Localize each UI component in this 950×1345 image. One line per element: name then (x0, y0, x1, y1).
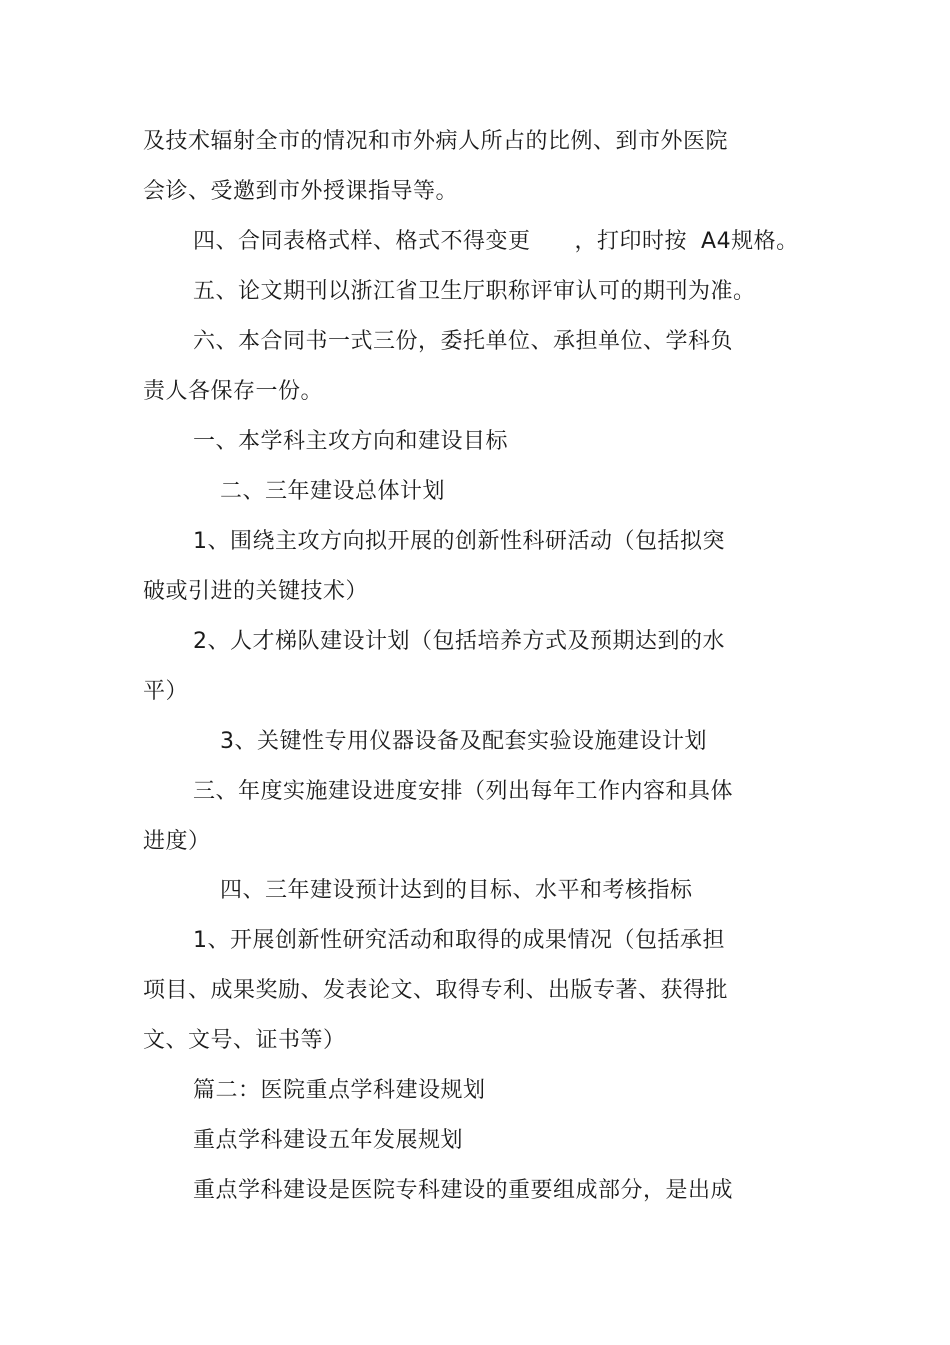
text-line-3-part-2: ，打印时按 (574, 229, 688, 254)
text-line-4: 五、论文期刊以浙江省卫生厅职称评审认可的期刊为准。 (193, 279, 756, 304)
text-line-13: 3、关键性专用仪器设备及配套实验设施建设计划 (220, 729, 707, 754)
text-line-17: 1、开展创新性研究活动和取得的成果情况（包括承担 (193, 928, 725, 953)
text-line-16: 四、三年建设预计达到的目标、水平和考核指标 (220, 878, 693, 903)
text-line-15: 进度） (143, 829, 211, 854)
text-line-3-part-3: 规格。 (731, 229, 799, 254)
text-line-12: 平） (143, 679, 189, 704)
text-line-21: 重点学科建设五年发展规划 (193, 1128, 464, 1153)
text-line-11: 2、人才梯队建设计划（包括培养方式及预期达到的水 (193, 629, 725, 654)
text-line-3-part-1: 四、合同表格式样、格式不得变更 (193, 229, 531, 254)
text-line-8: 二、三年建设总体计划 (220, 479, 446, 504)
text-line-7: 一、本学科主攻方向和建设目标 (193, 429, 509, 454)
text-line-19: 文、文号、证书等） (143, 1028, 346, 1053)
text-line-2: 会诊、受邀到市外授课指导等。 (143, 179, 459, 204)
text-line-22: 重点学科建设是医院专科建设的重要组成部分，是出成 (193, 1178, 734, 1203)
text-line-1: 及技术辐射全市的情况和市外病人所占的比例、到市外医院 (143, 129, 729, 154)
text-line-3 (193, 227, 799, 257)
text-line-3-paper-size: A4 (701, 229, 732, 254)
text-line-9: 1、围绕主攻方向拟开展的创新性科研活动（包括拟突 (193, 529, 725, 554)
text-line-5: 六、本合同书一式三份，委托单位、承担单位、学科负 (193, 329, 734, 354)
text-line-20: 篇二：医院重点学科建设规划 (193, 1078, 486, 1103)
text-line-18: 项目、成果奖励、发表论文、取得专利、出版专著、获得批 (143, 978, 729, 1003)
text-line-10: 破或引进的关键技术） (143, 579, 369, 604)
text-line-6: 责人各保存一份。 (143, 379, 324, 404)
text-line-14: 三、年度实施建设进度安排（列出每年工作内容和具体 (193, 779, 734, 804)
